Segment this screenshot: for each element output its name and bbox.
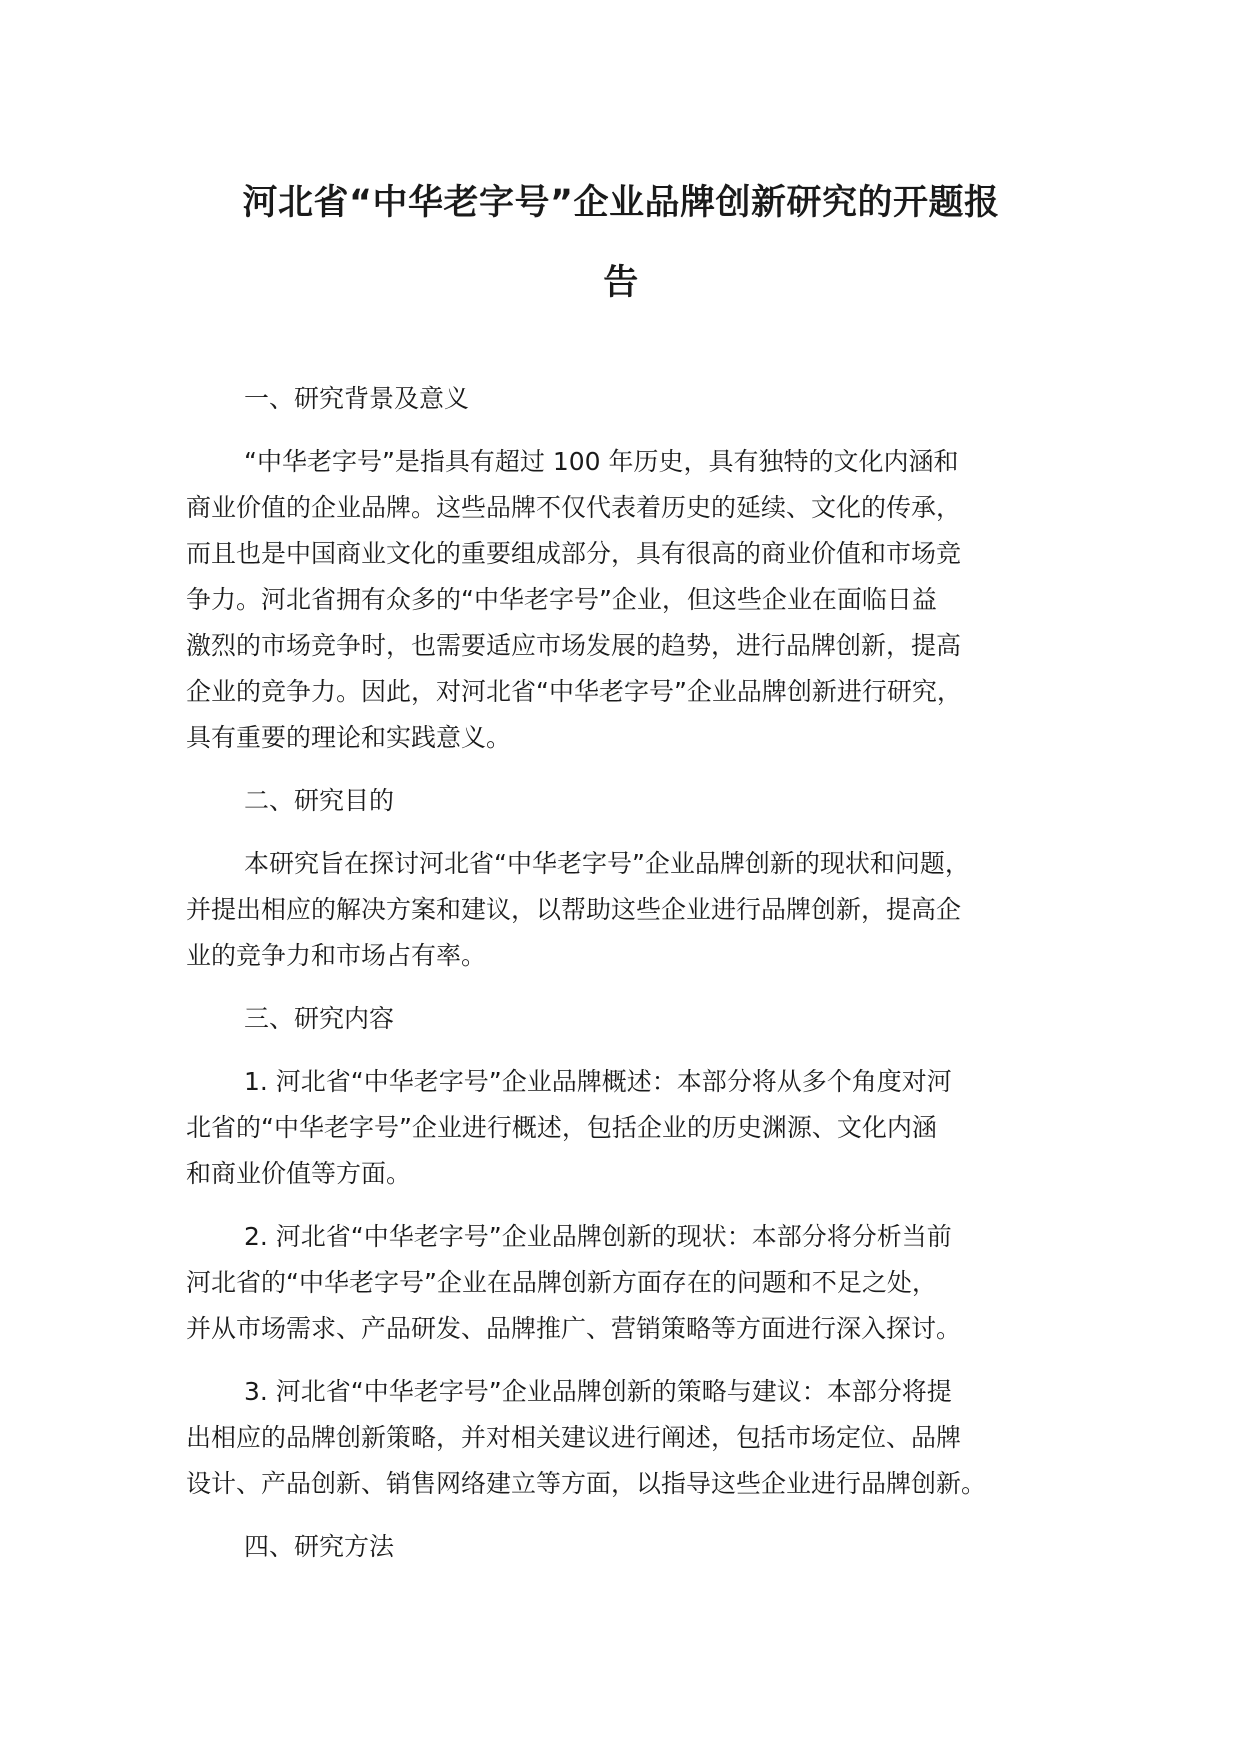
paragraph-line: 出相应的品牌创新策略，并对相关建议进行阐述，包括市场定位、品牌 (186, 1423, 962, 1452)
list-item-content-3 (186, 1369, 1072, 1507)
paragraph-line: 设计、产品创新、销售网络建立等方面，以指导这些企业进行品牌创新。 (186, 1469, 987, 1498)
paragraph-line: 2. 河北省“中华老字号”企业品牌创新的现状：本部分将分析当前 (244, 1222, 952, 1251)
title-line-1: 河北省“中华老字号”企业品牌创新研究的开题报 (242, 183, 1000, 223)
paragraph-line: 北省的“中华老字号”企业进行概述，包括企业的历史渊源、文化内涵 (186, 1113, 937, 1142)
document-title (186, 163, 1056, 323)
section-heading-content: 三、研究内容 (244, 1004, 395, 1033)
paragraph-line: 商业价值的企业品牌。这些品牌不仅代表着历史的延续、文化的传承， (186, 493, 962, 522)
paragraph-line: 1. 河北省“中华老字号”企业品牌概述：本部分将从多个角度对河 (244, 1067, 952, 1096)
paragraph-line: 3. 河北省“中华老字号”企业品牌创新的策略与建议：本部分将提 (244, 1377, 952, 1406)
paragraph-line: 并提出相应的解决方案和建议，以帮助这些企业进行品牌创新，提高企 (186, 895, 962, 924)
list-item-content-2 (186, 1214, 1072, 1352)
paragraph-line: 具有重要的理论和实践意义。 (186, 723, 512, 752)
section-heading-method: 四、研究方法 (244, 1532, 395, 1561)
paragraph-purpose (186, 841, 1072, 979)
title-line-2: 告 (603, 263, 639, 303)
document-body (186, 376, 1072, 1587)
paragraph-line: 激烈的市场竞争时，也需要适应市场发展的趋势，进行品牌创新，提高 (186, 631, 962, 660)
paragraph-line: 业的竞争力和市场占有率。 (186, 941, 487, 970)
list-item-content-1 (186, 1059, 1072, 1197)
paragraph-line: 本研究旨在探讨河北省“中华老字号”企业品牌创新的现状和问题， (244, 849, 970, 878)
paragraph-line: “中华老字号”是指具有超过 100 年历史，具有独特的文化内涵和 (244, 447, 959, 476)
paragraph-line: 河北省的“中华老字号”企业在品牌创新方面存在的问题和不足之处， (186, 1268, 937, 1297)
paragraph-line: 企业的竞争力。因此，对河北省“中华老字号”企业品牌创新进行研究， (186, 677, 962, 706)
paragraph-line: 并从市场需求、产品研发、品牌推广、营销策略等方面进行深入探讨。 (186, 1314, 962, 1343)
section-heading-purpose: 二、研究目的 (244, 786, 395, 815)
paragraph-line: 而且也是中国商业文化的重要组成部分，具有很高的商业价值和市场竞 (186, 539, 962, 568)
paragraph-line: 争力。河北省拥有众多的“中华老字号”企业，但这些企业在面临日益 (186, 585, 937, 614)
paragraph-line: 和商业价值等方面。 (186, 1159, 412, 1188)
section-heading-background: 一、研究背景及意义 (244, 384, 470, 413)
paragraph-background (186, 439, 1072, 761)
